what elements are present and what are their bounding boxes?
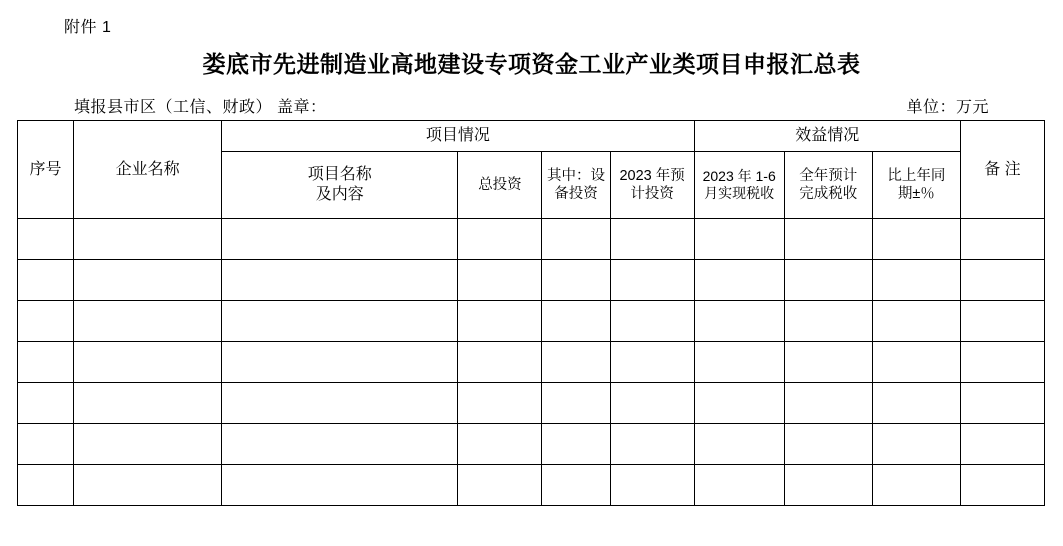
table-row[interactable]: [18, 260, 1045, 301]
table-header-group-row: [18, 121, 1045, 152]
page-title: 娄底市先进制造业高地建设专项资金工业产业类项目申报汇总表: [202, 51, 861, 77]
cell-project-name[interactable]: [222, 342, 458, 383]
cell-equipment-investment[interactable]: [542, 342, 610, 383]
table-row[interactable]: [18, 342, 1045, 383]
cell-yoy[interactable]: [872, 219, 960, 260]
cell-total-investment[interactable]: [458, 424, 542, 465]
cell-project-name[interactable]: [222, 424, 458, 465]
col-header-project-name-line1: 项目名称: [307, 166, 372, 183]
cell-remark[interactable]: [960, 260, 1044, 301]
cell-year-tax[interactable]: [784, 465, 872, 506]
cell-equipment-investment[interactable]: [542, 260, 610, 301]
cell-year-tax[interactable]: [784, 424, 872, 465]
group-header-benefit-situation: 效益情况: [694, 121, 960, 152]
cell-enterprise[interactable]: [74, 260, 222, 301]
cell-year-tax[interactable]: [784, 301, 872, 342]
cell-total-investment[interactable]: [458, 465, 542, 506]
table-body: [18, 219, 1045, 506]
form-subheader: [74, 94, 989, 117]
col-header-remark: 备 注: [960, 121, 1044, 219]
cell-enterprise[interactable]: [74, 342, 222, 383]
cell-tax-jan-jun[interactable]: [694, 465, 784, 506]
cell-enterprise[interactable]: [74, 301, 222, 342]
cell-plan-2023[interactable]: [610, 301, 694, 342]
cell-remark[interactable]: [960, 342, 1044, 383]
cell-yoy[interactable]: [872, 383, 960, 424]
table-row[interactable]: [18, 465, 1045, 506]
col-header-project-name-line2: 及内容: [315, 186, 364, 203]
cell-total-investment[interactable]: [458, 260, 542, 301]
col-header-plan-2023-line1: 2023 年预: [619, 167, 685, 184]
cell-equipment-investment[interactable]: [542, 219, 610, 260]
col-header-yoy-line1: 比上年同: [887, 167, 946, 184]
col-header-total-investment: 总投资: [458, 152, 542, 219]
col-header-equipment-line1: 其中：设: [547, 167, 606, 184]
cell-equipment-investment[interactable]: [542, 465, 610, 506]
cell-seq[interactable]: [18, 342, 74, 383]
cell-year-tax[interactable]: [784, 342, 872, 383]
filer-field-label: 填报县市区（工信、财政） 盖章：: [74, 99, 327, 116]
cell-project-name[interactable]: [222, 301, 458, 342]
table-row[interactable]: [18, 301, 1045, 342]
col-header-plan-2023-line2: 计投资: [630, 186, 674, 202]
cell-equipment-investment[interactable]: [542, 383, 610, 424]
cell-remark[interactable]: [960, 301, 1044, 342]
table-row[interactable]: [18, 424, 1045, 465]
col-header-equipment-line2: 备投资: [554, 186, 598, 202]
cell-seq[interactable]: [18, 383, 74, 424]
cell-plan-2023[interactable]: [610, 424, 694, 465]
cell-yoy[interactable]: [872, 342, 960, 383]
cell-plan-2023[interactable]: [610, 465, 694, 506]
col-header-plan-2023: [610, 152, 694, 219]
cell-seq[interactable]: [18, 260, 74, 301]
cell-seq[interactable]: [18, 219, 74, 260]
cell-seq[interactable]: [18, 424, 74, 465]
cell-total-investment[interactable]: [458, 301, 542, 342]
cell-project-name[interactable]: [222, 260, 458, 301]
cell-tax-jan-jun[interactable]: [694, 301, 784, 342]
cell-plan-2023[interactable]: [610, 342, 694, 383]
cell-project-name[interactable]: [222, 465, 458, 506]
cell-remark[interactable]: [960, 383, 1044, 424]
cell-year-tax[interactable]: [784, 383, 872, 424]
cell-tax-jan-jun[interactable]: [694, 260, 784, 301]
col-header-tax-jan-jun-line2: 月实现税收: [704, 185, 775, 201]
cell-tax-jan-jun[interactable]: [694, 342, 784, 383]
cell-enterprise[interactable]: [74, 383, 222, 424]
cell-year-tax[interactable]: [784, 260, 872, 301]
col-header-year-tax: [784, 152, 872, 219]
cell-project-name[interactable]: [222, 383, 458, 424]
cell-yoy[interactable]: [872, 465, 960, 506]
cell-year-tax[interactable]: [784, 219, 872, 260]
unit-label: 单位：万元: [906, 99, 989, 116]
col-header-equipment-investment: [542, 152, 610, 219]
cell-tax-jan-jun[interactable]: [694, 424, 784, 465]
col-header-tax-jan-jun: [694, 152, 784, 219]
cell-tax-jan-jun[interactable]: [694, 383, 784, 424]
attachment-label: 附件 1: [64, 19, 112, 36]
col-header-year-tax-line1: 全年预计: [799, 167, 858, 184]
cell-remark[interactable]: [960, 219, 1044, 260]
cell-yoy[interactable]: [872, 424, 960, 465]
cell-tax-jan-jun[interactable]: [694, 219, 784, 260]
cell-remark[interactable]: [960, 465, 1044, 506]
cell-seq[interactable]: [18, 465, 74, 506]
cell-plan-2023[interactable]: [610, 260, 694, 301]
cell-plan-2023[interactable]: [610, 219, 694, 260]
cell-seq[interactable]: [18, 301, 74, 342]
col-header-yoy: [872, 152, 960, 219]
cell-enterprise[interactable]: [74, 424, 222, 465]
group-header-project-situation: 项目情况: [222, 121, 694, 152]
cell-equipment-investment[interactable]: [542, 301, 610, 342]
col-header-seq: 序号: [18, 121, 74, 219]
cell-yoy[interactable]: [872, 260, 960, 301]
table-row[interactable]: [18, 219, 1045, 260]
col-header-year-tax-line2: 完成税收: [799, 186, 858, 202]
cell-plan-2023[interactable]: [610, 383, 694, 424]
col-header-project-name: [222, 152, 458, 219]
col-header-yoy-line2: 期±％: [897, 186, 935, 202]
cell-total-investment[interactable]: [458, 383, 542, 424]
cell-equipment-investment[interactable]: [542, 424, 610, 465]
cell-yoy[interactable]: [872, 301, 960, 342]
cell-total-investment[interactable]: [458, 219, 542, 260]
table-row[interactable]: [18, 383, 1045, 424]
cell-project-name[interactable]: [222, 219, 458, 260]
cell-enterprise[interactable]: [74, 219, 222, 260]
cell-enterprise[interactable]: [74, 465, 222, 506]
col-header-tax-jan-jun-line1: 2023 年 1-6: [702, 168, 776, 185]
col-header-enterprise: 企业名称: [74, 121, 222, 219]
cell-total-investment[interactable]: [458, 342, 542, 383]
summary-table: [17, 120, 1045, 506]
cell-remark[interactable]: [960, 424, 1044, 465]
